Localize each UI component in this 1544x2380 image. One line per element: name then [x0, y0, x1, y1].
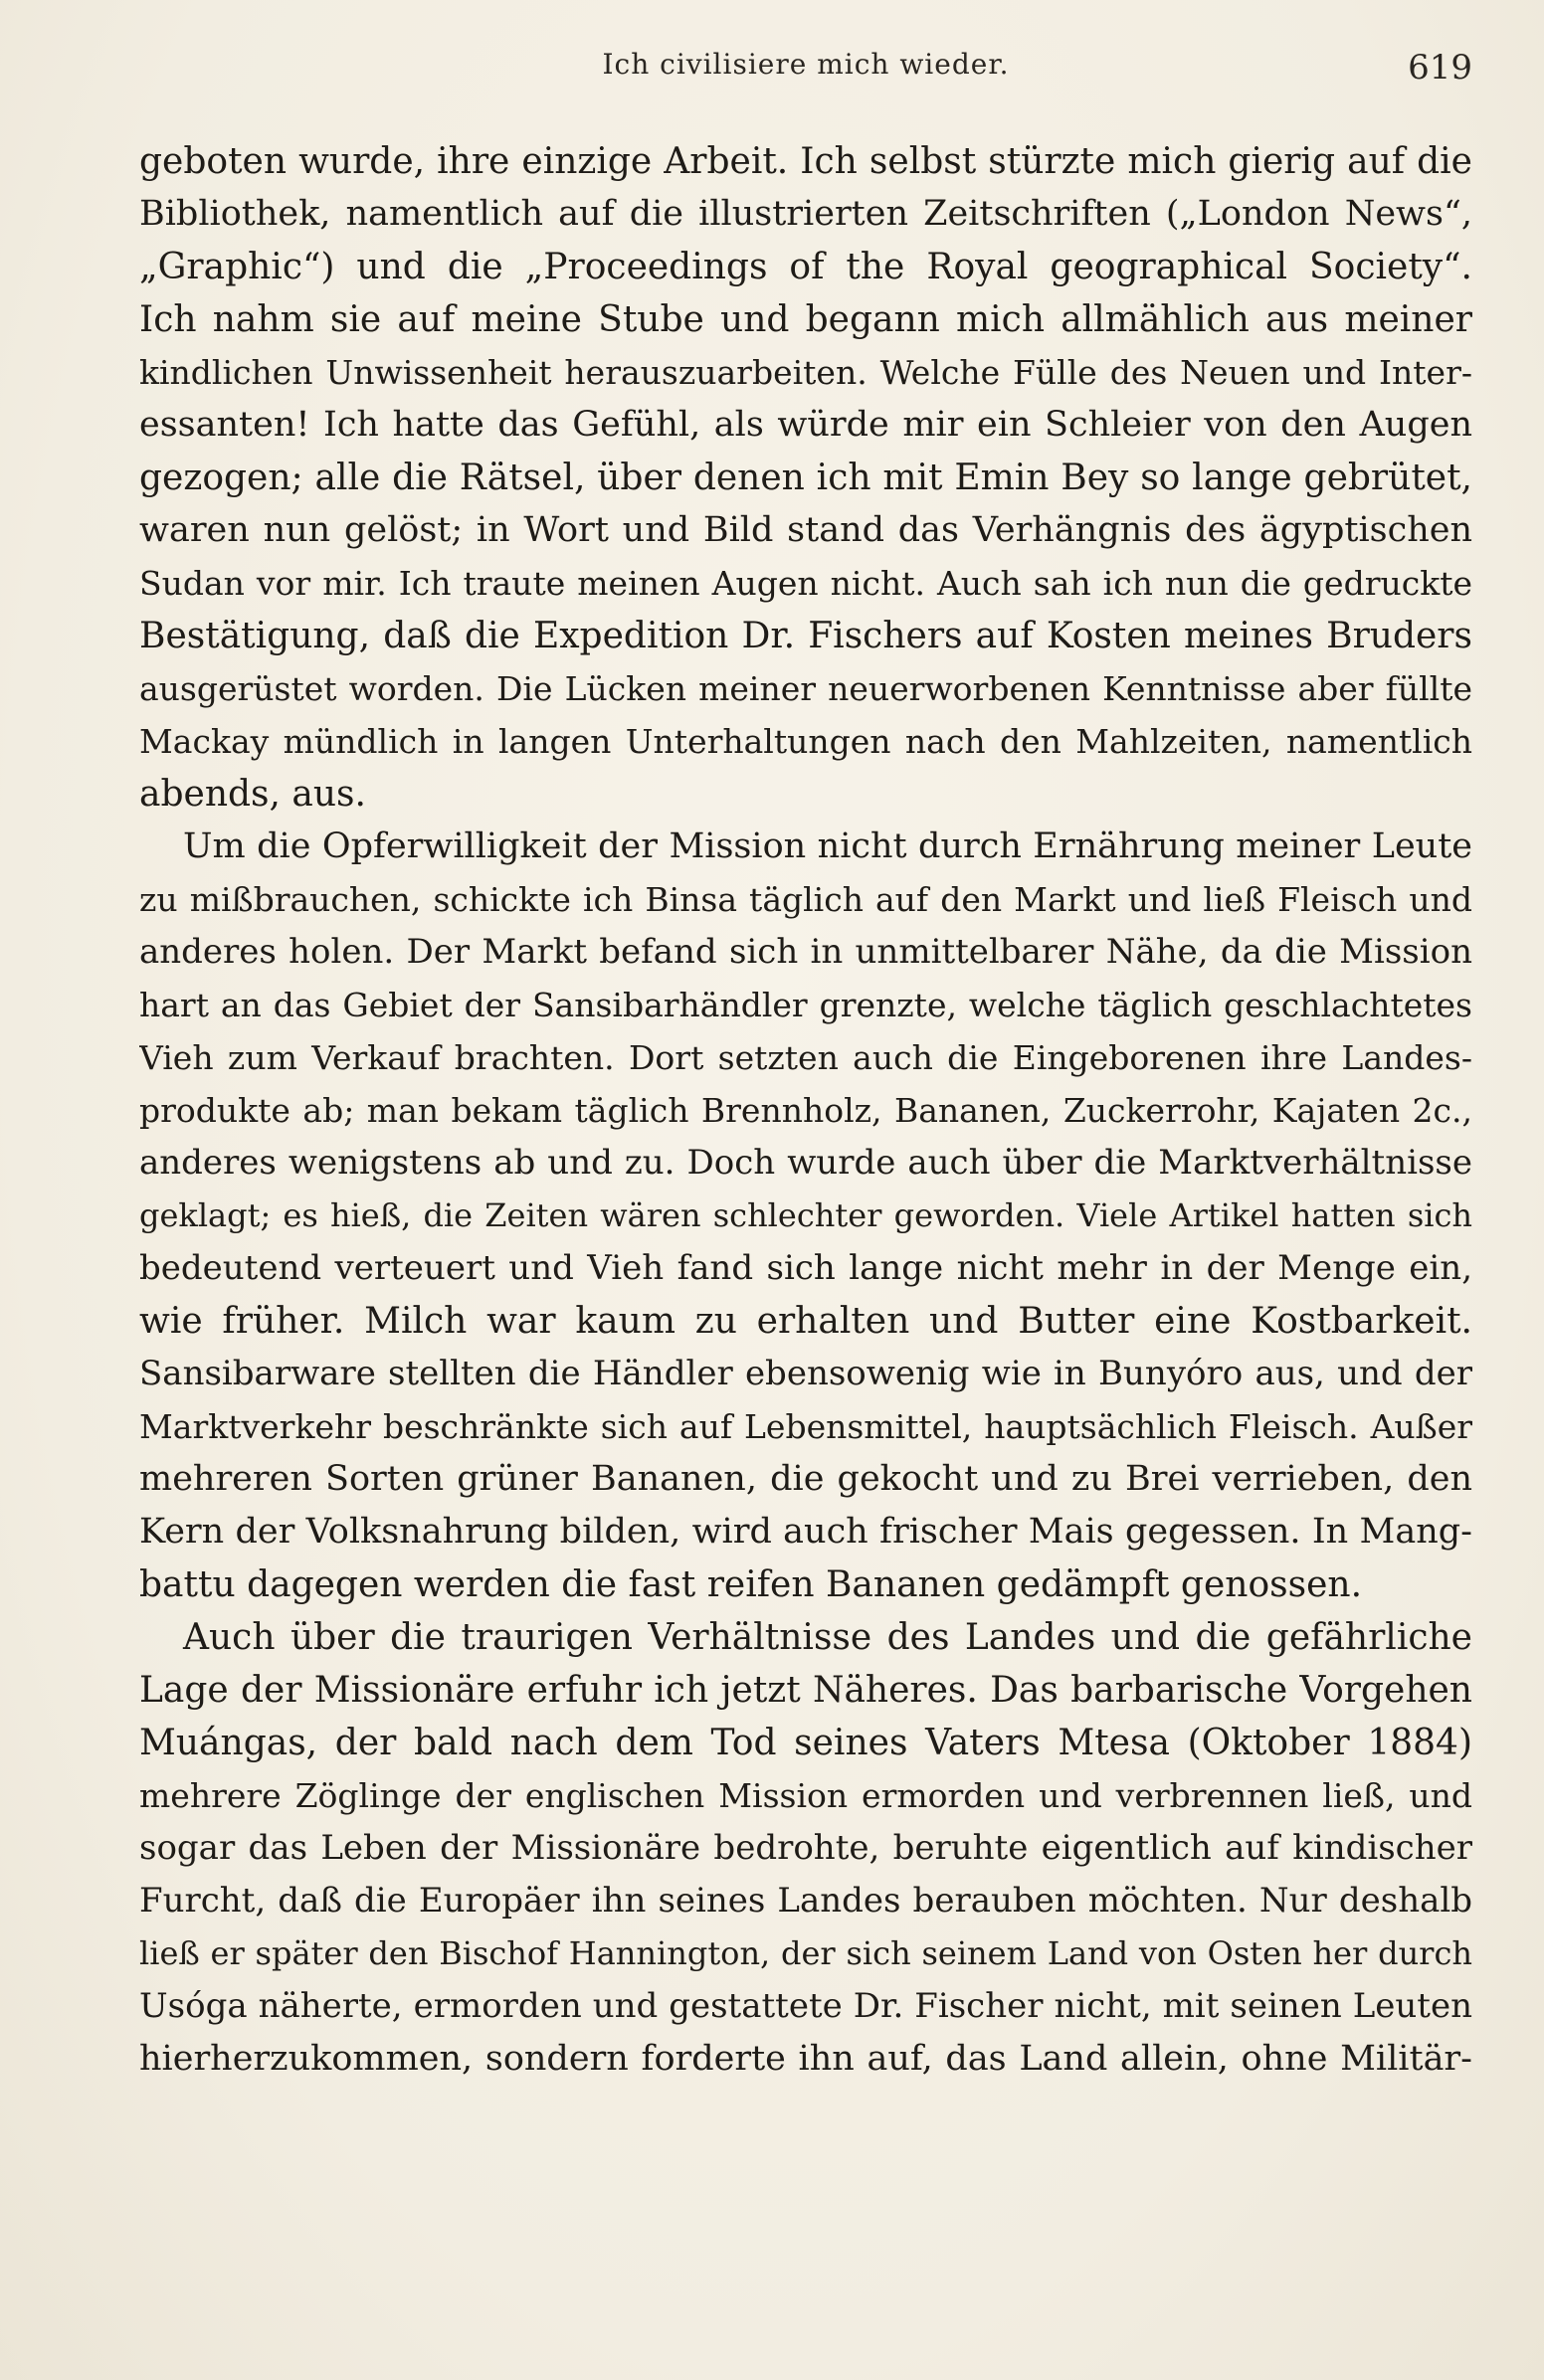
text-line: Auch über die traurigen Verhältnisse des Landes und die gefährliche: [183, 1617, 1472, 1658]
page-header: [139, 48, 1472, 107]
text-line: Furcht, daß die Europäer ihn seines Landes berauben möchten. Nur deshalb: [139, 1881, 1472, 1921]
text-line: „Graphic“) und die „Proceedings of the Royal geographical Society“.: [139, 247, 1472, 287]
text-line: geklagt; es hieß, die Zeiten wären schlechter geworden. Viele Artikel hatten sich: [139, 1196, 1472, 1234]
body-text: [139, 135, 1472, 2086]
text-line: hierherzukommen, sondern forderte ihn auf, das Land allein, ohne Militär-: [139, 2039, 1472, 2079]
text-line: anderes holen. Der Markt befand sich in unmittelbarer Nähe, da die Mission: [139, 932, 1472, 972]
text-line: gezogen; alle die Rätsel, über denen ich mit Emin Bey so lange gebrütet,: [139, 458, 1472, 498]
text-line: Kern der Volksnahrung bilden, wird auch frischer Mais gegessen. In Mang-: [139, 1512, 1472, 1552]
text-line: battu dagegen werden die fast reifen Bananen gedämpft genossen.: [139, 1564, 1363, 1605]
text-line: produkte ab; man bekam täglich Brennholz, Bananen, Zuckerrohr, Kajaten 2c.,: [139, 1091, 1472, 1130]
text-line: ließ er später den Bischof Hannington, der sich seinem Land von Osten her durch: [139, 1934, 1472, 1972]
text-line: Bibliothek, namentlich auf die illustrierten Zeitschriften („London News“,: [139, 194, 1472, 234]
text-line: geboten wurde, ihre einzige Arbeit. Ich selbst stürzte mich gierig auf die: [139, 141, 1472, 182]
text-line: hart an das Gebiet der Sansibarhändler grenzte, welche täglich geschlachtetes: [139, 986, 1472, 1024]
text-line: wie früher. Milch war kaum zu erhalten und Butter eine Kostbarkeit.: [139, 1301, 1472, 1342]
text-line: Bestätigung, daß die Expedition Dr. Fischers auf Kosten meines Bruders: [139, 616, 1472, 656]
text-line: Muángas, der bald nach dem Tod seines Vaters Mtesa (Oktober 1884): [139, 1723, 1472, 1763]
text-line: zu mißbrauchen, schickte ich Binsa täglich auf den Markt und ließ Fleisch und: [139, 880, 1472, 919]
text-line: kindlichen Unwissenheit herauszuarbeiten. Welche Fülle des Neuen und Inter-: [139, 353, 1472, 392]
text-line: Sansibarware stellten die Händler ebensowenig wie in Bunyóro aus, und der: [139, 1354, 1472, 1393]
text-line: abends, aus.: [139, 774, 366, 815]
text-line: Vieh zum Verkauf brachten. Dort setzten auch die Eingeborenen ihre Landes-: [139, 1038, 1472, 1077]
running-title: Ich civilisiere mich wieder.: [602, 48, 1010, 81]
text-line: mehrere Zöglinge der englischen Mission ermorden und verbrennen ließ, und: [139, 1776, 1472, 1815]
text-line: bedeutend verteuert und Vieh fand sich lange nicht mehr in der Menge ein,: [139, 1248, 1472, 1288]
text-line: waren nun gelöst; in Wort und Bild stand das Verhängnis des ägyptischen: [139, 510, 1472, 550]
text-line: sogar das Leben der Missionäre bedrohte, beruhte eigentlich auf kindischer: [139, 1828, 1472, 1868]
page-number: 619: [1408, 48, 1472, 88]
text-line: Marktverkehr beschränkte sich auf Lebensmittel, hauptsächlich Fleisch. Außer: [139, 1407, 1472, 1446]
text-line: anderes wenigstens ab und zu. Doch wurde auch über die Marktverhältnisse: [139, 1143, 1472, 1183]
text-line: Sudan vor mir. Ich traute meinen Augen nicht. Auch sah ich nun die gedruckte: [139, 564, 1472, 603]
text-line: Usóga näherte, ermorden und gestattete Dr. Fischer nicht, mit seinen Leuten: [139, 1986, 1472, 2026]
text-line: essanten! Ich hatte das Gefühl, als würde mir ein Schleier von den Augen: [139, 405, 1472, 445]
text-line: ausgerüstet worden. Die Lücken meiner neuerworbenen Kenntnisse aber füllte: [139, 669, 1472, 708]
text-line: Um die Opferwilligkeit der Mission nicht durch Ernährung meiner Leute: [183, 826, 1472, 866]
text-line: Ich nahm sie auf meine Stube und begann mich allmählich aus meiner: [139, 299, 1472, 340]
text-line: Lage der Missionäre erfuhr ich jetzt Näheres. Das barbarische Vorgehen: [139, 1670, 1472, 1711]
text-line: mehreren Sorten grüner Bananen, die gekocht und zu Brei verrieben, den: [139, 1459, 1472, 1499]
text-line: Mackay mündlich in langen Unterhaltungen nach den Mahlzeiten, namentlich: [139, 722, 1472, 761]
